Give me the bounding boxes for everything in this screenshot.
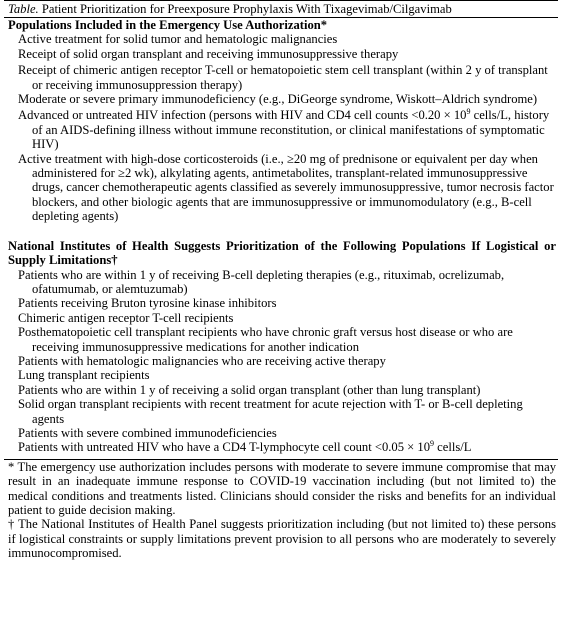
list-item: Patients with severe combined immunodeficiencies [18, 425, 277, 440]
list-item: Moderate or severe primary immunodeficiency (e.g., DiGeorge syndrome, Wiskott–Aldrich syndrome) [18, 92, 538, 107]
untreated-hiv-text: Patients with untreated HIV who have a CD4 T-lymphocyte cell count <0.05 × 10 [18, 440, 431, 455]
footnote-dagger: † The National Institutes of Health Panel suggests prioritization including (but not limited to) these persons if logistical constraints or supply limitations prevent provision to all persons who are moderately to severely immunocompromised. [8, 517, 556, 561]
list-item: Posthematopoietic cell transplant recipients who have chronic graft versus host disease or who are receiving immunosuppressive medications for another indication [18, 325, 513, 354]
hiv-criteria-rest: cells/L, history of an AIDS-defining illness without immune reconstitution, or clinical manifestations of symptomatic HIV) [32, 108, 550, 152]
eua-populations-section [4, 18, 558, 224]
list-item: Lung transplant recipients [18, 368, 150, 383]
list-item: Patients who are within 1 y of receiving B-cell depleting therapies (e.g., rituximab, ocrelizumab, ofatumumab, or alemtuzumab) [18, 267, 505, 296]
untreated-hiv-exponent: 9 [430, 439, 435, 449]
list-item: Receipt of chimeric antigen receptor T-cell or hematopoietic stem cell transplant (within 2 y of transplant or receiving immunosuppression therapy) [18, 63, 548, 92]
list-item: Patients with hematologic malignancies who are receiving active therapy [18, 353, 386, 368]
list-item [18, 108, 558, 151]
list-item: Receipt of solid organ transplant and receiving immunosuppressive therapy [18, 46, 399, 61]
table-footnotes [4, 459, 558, 561]
table-caption [4, 0, 558, 18]
list-item: Patients who are within 1 y of receiving a solid organ transplant (other than lung transplant) [18, 382, 481, 397]
hiv-criteria-text: Advanced or untreated HIV infection (persons with HIV and CD4 cell counts <0.20 × 10 [18, 108, 467, 123]
list-item: Active treatment for solid tumor and hematologic malignancies [18, 32, 338, 47]
nih-section-heading: National Institutes of Health Suggests Prioritization of the Following Populations If Logistical or Supply Limitations† [8, 238, 556, 268]
prioritization-table [4, 0, 558, 561]
list-item: Solid organ transplant recipients with recent treatment for acute rejection with T- or B-cell depleting agents [18, 397, 523, 426]
nih-prioritization-section [4, 239, 558, 455]
footnote-star: * The emergency use authorization includes persons with moderate to severe immune compromise that may result in an inadequate immune response to COVID-19 vaccination including (but not limited to) the medical conditions and treatments listed. Clinicians should consider the risks and benefits for an individual patient to guide decision making. [8, 459, 556, 517]
list-item: Patients receiving Bruton tyrosine kinase inhibitors [18, 296, 277, 311]
eua-section-heading: Populations Included in the Emergency Use Authorization* [8, 18, 328, 32]
caption-label: Table. [8, 2, 39, 16]
list-item [18, 440, 558, 454]
hiv-exponent: 9 [466, 107, 471, 117]
caption-title: Patient Prioritization for Preexposure Prophylaxis With Tixagevimab/Cilgavimab [41, 2, 452, 16]
list-item: Active treatment with high-dose corticosteroids (i.e., ≥20 mg of prednisone or equivalent per day when administered for ≥2 wk), alkylating agents, antimetabolites, transplant-related immunosuppressive drugs, cancer chemotherapeutic agents classified as severely immunosuppressive, tumor necrosis factor blockers, and other biologic agents that are immunosuppressive or immunomodulatory (e.g., B-cell depleting agents) [18, 151, 554, 224]
list-item: Chimeric antigen receptor T-cell recipients [18, 310, 234, 325]
untreated-hiv-rest: cells/L [434, 440, 472, 455]
